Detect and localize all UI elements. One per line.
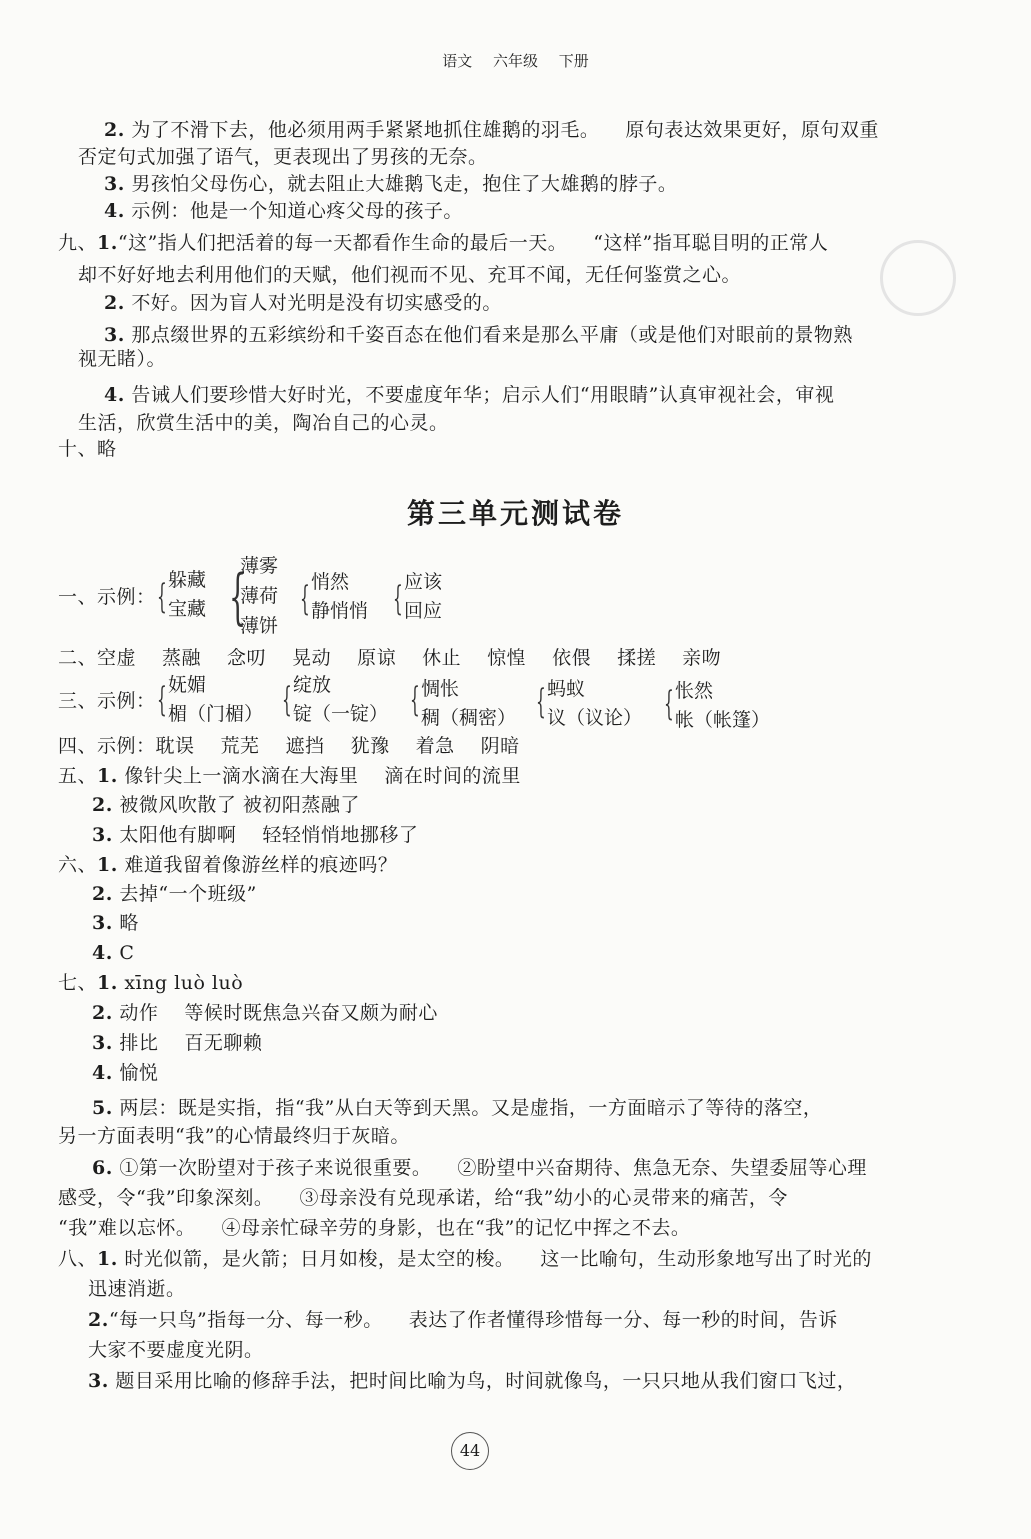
word: 妩媚 bbox=[168, 674, 207, 696]
q7-line: 6. ①第一次盼望对于孩子来说很重要。 ②盼望中兴奋期待、焦急无奈、失望委屈等心理 bbox=[92, 1157, 867, 1179]
answer-line: 却不好好地去利用他们的天赋，他们视而不见、充耳不闻，无任何鉴赏之心。 bbox=[78, 264, 742, 286]
word: 锭（一锭） bbox=[293, 703, 389, 725]
answer-line: 生活，欣赏生活中的美，陶冶自己的心灵。 bbox=[78, 412, 449, 434]
q7-line: “我”难以忘怀。 ④母亲忙碌辛劳的身影，也在“我”的记忆中挥之不去。 bbox=[58, 1217, 691, 1239]
watermark-logo bbox=[880, 240, 956, 316]
word: 应该 bbox=[404, 571, 443, 593]
q6-line: 3. 略 bbox=[92, 912, 139, 934]
q8-line: 3. 题目采用比喻的修辞手法，把时间比喻为鸟，时间就像鸟，一只只地从我们窗口飞过， bbox=[88, 1370, 857, 1392]
word: 躲藏 bbox=[168, 569, 207, 591]
answer-line: 视无睹）。 bbox=[78, 348, 167, 370]
answer-line: 2. 不好。因为盲人对光明是没有切实感受的。 bbox=[104, 292, 502, 314]
brace-icon: { bbox=[157, 680, 167, 720]
q3-label: 三、示例： bbox=[58, 690, 156, 712]
word: 宝藏 bbox=[168, 598, 207, 620]
word: 怅然 bbox=[675, 680, 714, 702]
word: 议（议论） bbox=[547, 707, 643, 729]
brace-icon: { bbox=[300, 579, 310, 619]
q5-line: 五、1. 像针尖上一滴水滴在大海里 滴在时间的流里 bbox=[58, 765, 521, 787]
q5-line: 3. 太阳他有脚啊 轻轻悄悄地挪移了 bbox=[92, 824, 419, 846]
q4-line: 四、示例：耽误 荒芜 遮挡 犹豫 着急 阴暗 bbox=[58, 735, 520, 757]
brace-icon: { bbox=[282, 680, 292, 720]
answer-line: 3. 那点缀世界的五彩缤纷和千姿百态在他们看来是那么平庸（或是他们对眼前的景物熟 bbox=[104, 324, 853, 346]
q8-line: 迅速消逝。 bbox=[88, 1278, 186, 1300]
q7-line: 3. 排比 百无聊赖 bbox=[92, 1032, 263, 1054]
header-subject: 语文 bbox=[442, 52, 473, 70]
header-volume: 下册 bbox=[558, 52, 589, 70]
answer-line: 4. 示例：他是一个知道心疼父母的孩子。 bbox=[104, 200, 463, 222]
brace-icon: { bbox=[536, 682, 546, 722]
answer-line: 否定句式加强了语气，更表现出了男孩的无奈。 bbox=[78, 146, 488, 168]
q7-line: 另一方面表明“我”的心情最终归于灰暗。 bbox=[58, 1125, 410, 1147]
section-title: 第三单元测试卷 bbox=[406, 497, 624, 530]
q8-line: 2.“每一只鸟”指每一分、每一秒。 表达了作者懂得珍惜每一分、每一秒的时间，告诉 bbox=[88, 1309, 838, 1331]
word: 蚂蚁 bbox=[547, 678, 586, 700]
q7-line: 感受，令“我”印象深刻。 ③母亲没有兑现承诺，给“我”幼小的心灵带来的痛苦，令 bbox=[58, 1187, 788, 1209]
word: 惆怅 bbox=[421, 678, 460, 700]
header-grade: 六年级 bbox=[492, 52, 538, 70]
word: 回应 bbox=[404, 600, 443, 622]
page-number: 44 bbox=[451, 1432, 489, 1470]
word: 绽放 bbox=[293, 674, 332, 696]
q5-line: 2. 被微风吹散了 被初阳蒸融了 bbox=[92, 794, 360, 816]
answer-line: 九、1.“这”指人们把活着的每一天都看作生命的最后一天。 “这样”指耳聪目明的正常人 bbox=[58, 232, 829, 254]
page-header bbox=[0, 50, 1031, 71]
word: 稠（稠密） bbox=[421, 707, 517, 729]
word: 薄荷 bbox=[240, 585, 279, 607]
brace-icon: { bbox=[410, 680, 420, 720]
brace-icon: { bbox=[157, 577, 167, 617]
q8-line: 八、1. 时光似箭，是火箭；日月如梭，是太空的梭。 这一比喻句，生动形象地写出了时光的 bbox=[58, 1248, 872, 1270]
brace-icon: { bbox=[229, 562, 247, 632]
q2-line: 二、空虚 蒸融 念叨 晃动 原谅 休止 惊惶 依偎 揉搓 亲吻 bbox=[58, 647, 722, 669]
word: 静悄悄 bbox=[311, 600, 369, 622]
word: 薄雾 bbox=[240, 555, 279, 577]
q6-line: 六、1. 难道我留着像游丝样的痕迹吗？ bbox=[58, 854, 398, 876]
q6-line: 4. C bbox=[92, 942, 135, 964]
brace-icon: { bbox=[664, 684, 674, 724]
word: 悄然 bbox=[311, 571, 350, 593]
word: 帐（帐篷） bbox=[675, 709, 771, 731]
answer-line: 3. 男孩怕父母伤心，就去阻止大雄鹅飞走，抱住了大雄鹅的脖子。 bbox=[104, 173, 678, 195]
brace-icon: { bbox=[393, 579, 403, 619]
q7-line: 5. 两层：既是实指，指“我”从白天等到天黑。又是虚指，一方面暗示了等待的落空， bbox=[92, 1097, 823, 1119]
q1-label: 一、示例： bbox=[58, 586, 156, 608]
answer-line: 十、略 bbox=[58, 438, 117, 460]
word: 楣（门楣） bbox=[168, 703, 264, 725]
q7-line: 2. 动作 等候时既焦急兴奋又颇为耐心 bbox=[92, 1002, 438, 1024]
q7-line: 七、1. xīng luò luò bbox=[58, 972, 244, 994]
word: 薄饼 bbox=[240, 615, 279, 637]
answer-line: 4. 告诫人们要珍惜大好时光，不要虚度年华；启示人们“用眼睛”认真审视社会，审视 bbox=[104, 384, 835, 406]
answer-line: 2. 为了不滑下去，他必须用两手紧紧地抓住雄鹅的羽毛。 原句表达效果更好，原句双重 bbox=[104, 119, 879, 141]
q6-line: 2. 去掉“一个班级” bbox=[92, 883, 257, 905]
q7-line: 4. 愉悦 bbox=[92, 1062, 159, 1084]
q8-line: 大家不要虚度光阴。 bbox=[88, 1339, 264, 1361]
